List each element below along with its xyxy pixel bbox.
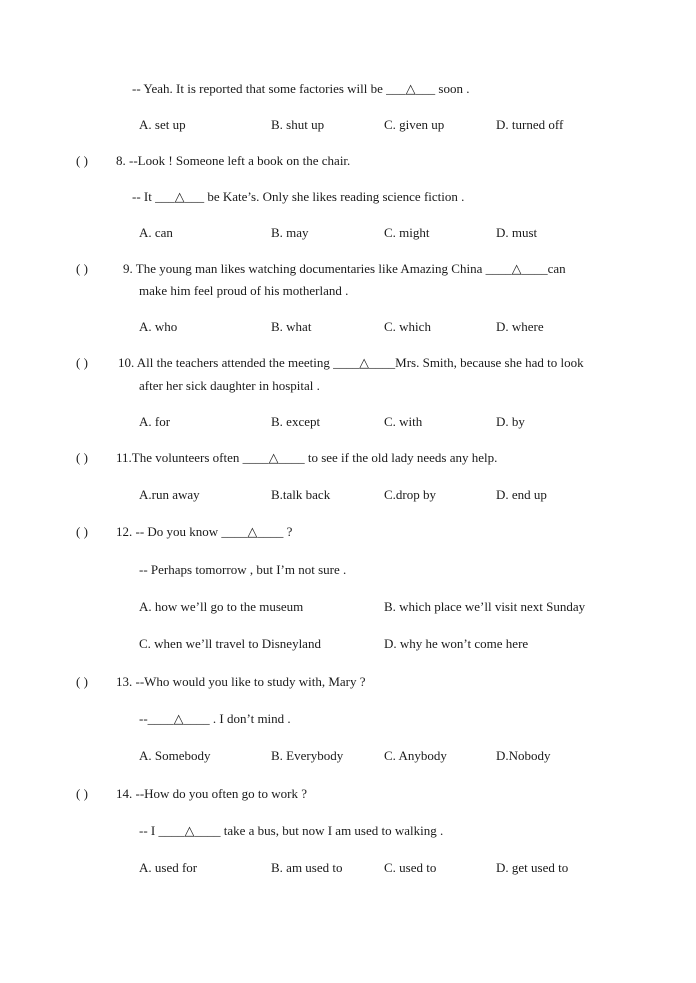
q12-answer-blank: ( ) [76, 524, 88, 539]
q11-stem: 11.The volunteers often ____△____ to see if the old lady needs any help. [116, 450, 498, 465]
q9-stem-cont: make him feel proud of his motherland . [139, 283, 349, 298]
q9-option-a: A. who [139, 319, 178, 334]
q10-answer-blank: ( ) [76, 355, 88, 370]
q8-reply: -- It ___△___ be Kate’s. Only she likes reading science fiction . [132, 189, 465, 204]
q11-option-d: D. end up [496, 487, 547, 502]
q12-option-a: A. how we’ll go to the museum [139, 599, 304, 614]
q7-option-a: A. set up [139, 117, 186, 132]
q8-option-a: A. can [139, 225, 173, 240]
q10-stem-cont: after her sick daughter in hospital . [139, 378, 320, 393]
q10-option-b: B. except [271, 414, 321, 429]
q9-option-d: D. where [496, 319, 544, 334]
q8-option-b: B. may [271, 225, 309, 240]
q12-stem: 12. -- Do you know ____△____ ? [116, 524, 293, 539]
q8-answer-blank: ( ) [76, 153, 88, 168]
q9-stem: 9. The young man likes watching documentaries like Amazing China ____△____can [123, 261, 566, 276]
q13-option-d: D.Nobody [496, 748, 551, 763]
q13-answer-blank: ( ) [76, 674, 88, 689]
q12-option-b: B. which place we’ll visit next Sunday [384, 599, 586, 614]
q14-stem: 14. --How do you often go to work ? [116, 786, 307, 801]
q8-option-c: C. might [384, 225, 430, 240]
q10-option-a: A. for [139, 414, 171, 429]
q7-option-b: B. shut up [271, 117, 325, 132]
q12-reply: -- Perhaps tomorrow , but I’m not sure . [139, 562, 347, 577]
q13-stem: 13. --Who would you like to study with, Mary ? [116, 674, 366, 689]
q9-answer-blank: ( ) [76, 261, 88, 276]
q13-option-a: A. Somebody [139, 748, 211, 763]
q12-option-d: D. why he won’t come here [384, 636, 529, 651]
q9-option-b: B. what [271, 319, 312, 334]
q11-option-a: A.run away [139, 487, 200, 502]
q13-option-c: C. Anybody [384, 748, 447, 763]
q13-reply: --____△____ . I don’t mind . [139, 711, 291, 726]
q8-option-d: D. must [496, 225, 538, 240]
q7-option-d: D. turned off [496, 117, 564, 132]
q12-option-c: C. when we’ll travel to Disneyland [139, 636, 321, 651]
q14-option-d: D. get used to [496, 860, 569, 875]
q14-option-c: C. used to [384, 860, 437, 875]
q11-option-c: C.drop by [384, 487, 436, 502]
q11-option-b: B.talk back [271, 487, 331, 502]
q11-answer-blank: ( ) [76, 450, 88, 465]
q9-option-c: C. which [384, 319, 431, 334]
q10-option-c: C. with [384, 414, 423, 429]
q14-option-a: A. used for [139, 860, 198, 875]
q14-answer-blank: ( ) [76, 786, 88, 801]
q7-reply: -- Yeah. It is reported that some factories will be ___△___ soon . [132, 81, 470, 96]
q7-option-c: C. given up [384, 117, 445, 132]
q14-reply: -- I ____△____ take a bus, but now I am used to walking . [139, 823, 444, 838]
q8-stem: 8. --Look ! Someone left a book on the chair. [116, 153, 351, 168]
q14-option-b: B. am used to [271, 860, 343, 875]
q13-option-b: B. Everybody [271, 748, 344, 763]
q10-option-d: D. by [496, 414, 525, 429]
q10-stem: 10. All the teachers attended the meeting ____△____Mrs. Smith, because she had to look [118, 355, 584, 370]
